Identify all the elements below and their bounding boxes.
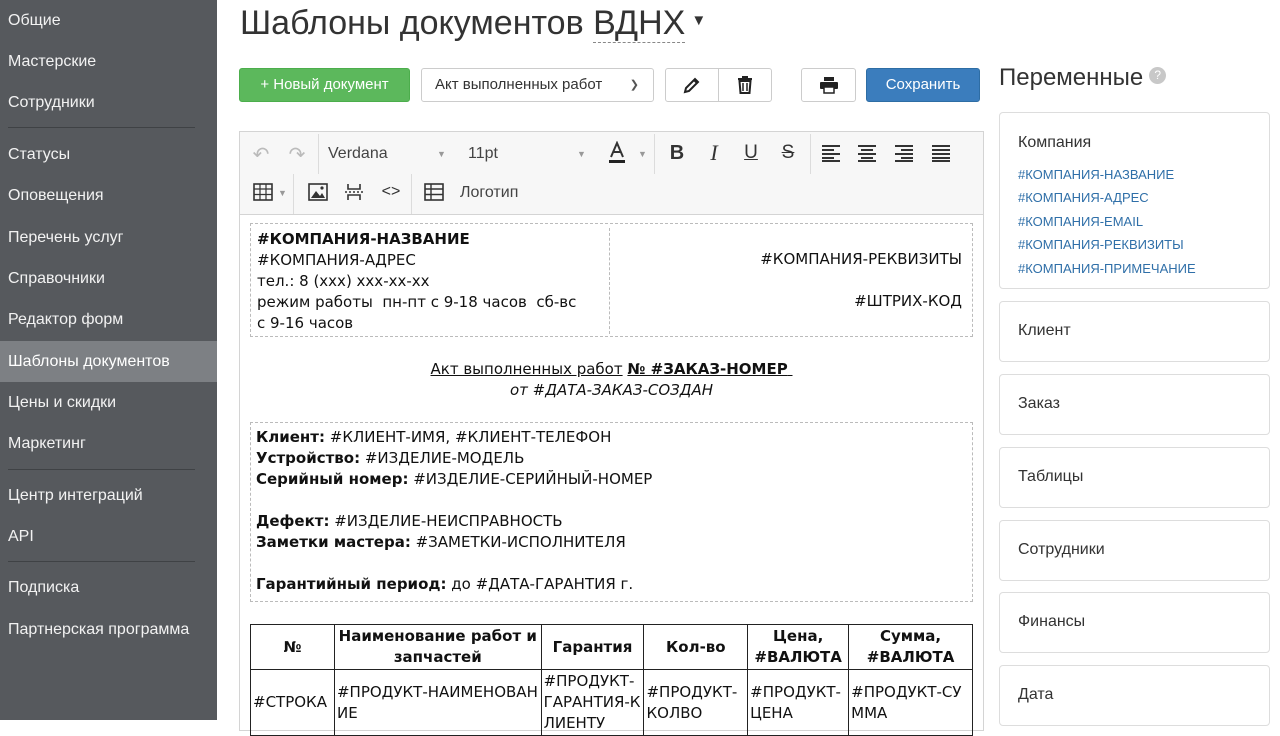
variables-panel [998, 0, 1280, 720]
trash-icon [736, 75, 754, 95]
grid-icon[interactable] [423, 182, 445, 202]
company-requisites-block [613, 228, 970, 334]
table-header: Гарантия [541, 625, 644, 670]
company-phone: тел.: 8 (ххх) ххх-хх-хх [257, 272, 430, 290]
act-title-text: Акт выполненных работ [430, 360, 623, 378]
sidebar-item-form-editor[interactable]: Редактор форм [8, 311, 124, 328]
variables-group-tables[interactable] [999, 447, 1270, 508]
serial-label: Серийный номер: [256, 470, 409, 488]
toolbar-separator [411, 174, 412, 214]
redo-icon[interactable]: ↷ [288, 143, 306, 166]
client-block [250, 422, 973, 602]
table-row [251, 670, 973, 736]
sidebar-item-employees[interactable]: Сотрудники [8, 94, 95, 111]
sidebar-divider [8, 127, 195, 128]
variables-title-text: Переменные [999, 64, 1144, 91]
font-family-select[interactable]: Verdana [328, 145, 388, 162]
act-number: № #ЗАКАЗ-НОМЕР [627, 360, 788, 378]
italic-icon[interactable]: I [710, 140, 718, 165]
sidebar-item-statuses[interactable]: Статусы [8, 146, 71, 163]
table-header: № [251, 625, 335, 670]
device-label: Устройство: [256, 449, 361, 467]
device-value: #ИЗДЕЛИЕ-МОДЕЛЬ [360, 449, 525, 467]
table-header: Сумма, #ВАЛЮТА [849, 625, 973, 670]
image-icon[interactable] [307, 182, 329, 202]
underline-icon[interactable]: U [744, 142, 758, 163]
variables-group-client[interactable] [999, 301, 1270, 362]
text-color-icon[interactable] [606, 141, 628, 165]
page-title-text: Шаблоны документов [240, 4, 584, 42]
sidebar-item-document-templates[interactable]: Шаблоны документов [0, 341, 217, 382]
align-left-icon[interactable] [820, 142, 842, 164]
notes-label: Заметки мастера: [256, 533, 411, 551]
workshop-selector[interactable]: ВДНХ [593, 4, 686, 42]
toolbar-separator [810, 134, 811, 174]
template-select-value: Акт выполненных работ [435, 76, 603, 93]
sidebar-item-partner-program[interactable]: Партнерская программа [8, 621, 190, 638]
template-select[interactable] [421, 68, 654, 102]
variable-link[interactable]: #КОМПАНИЯ-ПРИМЕЧАНИЕ [1018, 260, 1196, 276]
group-title[interactable]: Компания [1018, 134, 1092, 151]
align-justify-icon[interactable] [930, 142, 952, 164]
table-header: Кол-во [644, 625, 748, 670]
page-title [240, 0, 706, 48]
sidebar-item-prices[interactable]: Цены и скидки [8, 394, 117, 411]
company-hours-2: с 9-16 часов [257, 314, 354, 332]
table-header: Цена, #ВАЛЮТА [748, 625, 849, 670]
sidebar-item-general[interactable]: Общие [8, 12, 61, 29]
undo-icon[interactable]: ↶ [252, 143, 270, 166]
group-title: Финансы [1018, 613, 1086, 630]
sidebar-item-workshops[interactable]: Мастерские [8, 53, 97, 70]
page-break-icon[interactable] [343, 182, 365, 202]
edit-button[interactable] [666, 69, 718, 101]
variable-link[interactable]: #КОМПАНИЯ-EMAIL [1018, 213, 1144, 229]
editor-toolbar [240, 132, 983, 215]
table-cell: #ПРОДУКТ-НАИМЕНОВАНИЕ [334, 670, 541, 736]
act-date: от #ДАТА-ЗАКАЗ-СОЗДАН [509, 381, 714, 399]
warranty-label: Гарантийный период: [256, 575, 447, 593]
chevron-down-icon[interactable]: ▼ [691, 12, 707, 30]
table-header: Наименование работ и запчастей [334, 625, 541, 670]
sidebar-divider [8, 561, 195, 562]
printer-icon [819, 76, 839, 94]
warranty-value: до #ДАТА-ГАРАНТИЯ г. [446, 575, 634, 593]
group-title: Дата [1018, 686, 1054, 703]
sidebar-item-services[interactable]: Перечень услуг [8, 229, 124, 246]
pencil-icon [682, 75, 702, 95]
font-size-select[interactable]: 11pt [468, 145, 498, 162]
table-cell: #ПРОДУКТ-КОЛВО [644, 670, 748, 736]
sidebar-item-directories[interactable]: Справочники [8, 270, 105, 287]
client-label: Клиент: [256, 428, 325, 446]
table-cell: #СТРОКА [251, 670, 335, 736]
sidebar-item-marketing[interactable]: Маркетинг [8, 435, 86, 452]
caret-down-icon: ▼ [638, 149, 647, 159]
align-center-icon[interactable] [856, 142, 878, 164]
variables-group-finance[interactable] [999, 592, 1270, 653]
company-info [255, 228, 610, 334]
group-title: Заказ [1018, 395, 1060, 412]
strikethrough-icon[interactable]: S [781, 142, 795, 163]
defect-value: #ИЗДЕЛИЕ-НЕИСПРАВНОСТЬ [329, 512, 563, 530]
variables-group-employees[interactable] [999, 520, 1270, 581]
delete-button[interactable] [718, 69, 771, 101]
bold-icon[interactable]: B [669, 141, 685, 164]
variables-title [999, 64, 1166, 92]
company-details: #КОМПАНИЯ-РЕКВИЗИТЫ [760, 250, 962, 268]
table-icon[interactable] [252, 182, 274, 202]
barcode: #ШТРИХ-КОД [854, 292, 962, 310]
header-block [250, 223, 973, 337]
code-view-icon[interactable]: <> [381, 183, 401, 200]
print-button[interactable] [801, 68, 856, 102]
products-table [250, 624, 973, 736]
edit-delete-group [665, 68, 772, 102]
caret-down-icon: ▼ [437, 149, 446, 159]
company-hours: режим работы пн-пт с 9-18 часов сб-вс [257, 293, 577, 311]
client-value: #КЛИЕНТ-ИМЯ, #КЛИЕНТ-ТЕЛЕФОН [325, 428, 612, 446]
caret-down-icon: ▼ [278, 188, 287, 198]
table-cell: #ПРОДУКТ-ГАРАНТИЯ-КЛИЕНТУ [541, 670, 644, 736]
sidebar-item-api[interactable]: API [8, 528, 34, 545]
toolbar-separator [318, 134, 319, 174]
defect-label: Дефект: [256, 512, 330, 530]
sidebar [0, 0, 217, 720]
new-document-button[interactable]: + Новый документ [239, 68, 410, 102]
sidebar-item-notifications[interactable]: Оповещения [8, 187, 104, 204]
caret-down-icon: ▼ [577, 149, 586, 159]
align-right-icon[interactable] [893, 142, 915, 164]
help-icon[interactable]: ? [1149, 67, 1166, 84]
act-title [250, 359, 973, 401]
serial-value: #ИЗДЕЛИЕ-СЕРИЙНЫЙ-НОМЕР [408, 470, 653, 488]
chevron-down-icon: ❯ [629, 79, 639, 91]
variable-link[interactable]: #КОМПАНИЯ-АДРЕС [1018, 190, 1149, 206]
table-cell: #ПРОДУКТ-СУММА [849, 670, 973, 736]
variables-group-company [999, 112, 1270, 289]
logo-button[interactable]: Логотип [460, 184, 519, 201]
group-title: Клиент [1018, 322, 1071, 339]
variables-group-order[interactable] [999, 374, 1270, 435]
variable-link[interactable]: #КОМПАНИЯ-РЕКВИЗИТЫ [1018, 237, 1184, 253]
group-title: Таблицы [1018, 468, 1084, 485]
toolbar-separator [293, 174, 294, 214]
document-editor[interactable] [239, 131, 984, 731]
sidebar-divider [8, 469, 195, 470]
company-name: #КОМПАНИЯ-НАЗВАНИЕ [257, 230, 470, 248]
table-cell: #ПРОДУКТ-ЦЕНА [748, 670, 849, 736]
sidebar-item-integrations[interactable]: Центр интеграций [8, 487, 143, 504]
company-address: #КОМПАНИЯ-АДРЕС [257, 251, 416, 269]
table-header-row [251, 625, 973, 670]
sidebar-item-subscription[interactable]: Подписка [8, 579, 80, 596]
save-button[interactable]: Сохранить [866, 68, 980, 102]
variable-link[interactable]: #КОМПАНИЯ-НАЗВАНИЕ [1018, 167, 1175, 182]
variables-group-date[interactable] [999, 665, 1270, 726]
notes-value: #ЗАМЕТКИ-ИСПОЛНИТЕЛЯ [410, 533, 626, 551]
group-title: Сотрудники [1018, 541, 1105, 558]
toolbar-separator [654, 134, 655, 174]
